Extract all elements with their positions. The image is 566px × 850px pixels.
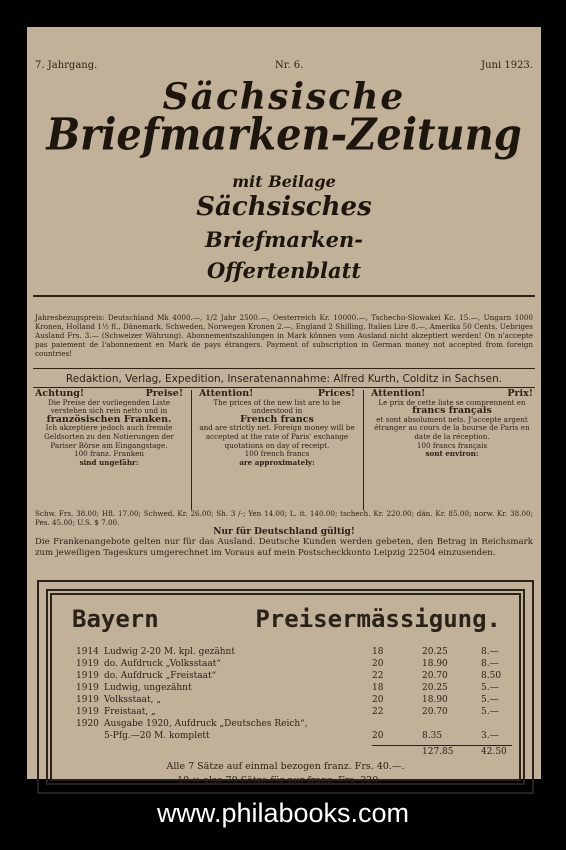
price-row-count: 22 <box>372 671 384 681</box>
price-row-price: 20.25 <box>422 683 448 693</box>
issue-number: Nr. 6. <box>275 60 304 71</box>
price-row-desc: do. Aufdruck „Volksstaat“ <box>104 659 221 669</box>
price-row-desc: 5-Pfg.—20 M. komplett <box>104 731 210 741</box>
col-currency: French francs <box>240 413 314 425</box>
ad-offer-line2: 10 × also 70 Sätze für nur franz. Frs. 320.—. <box>177 775 394 786</box>
price-row-year: 1920 <box>76 719 99 729</box>
price-row-net: 5.— <box>481 695 499 705</box>
price-row <box>76 731 501 742</box>
col-text: 100 french francs <box>244 449 310 459</box>
price-row-net: 3.— <box>481 731 499 741</box>
price-row-count: 18 <box>372 647 384 657</box>
price-row-price: 20.70 <box>422 671 448 681</box>
price-row-year: 1919 <box>76 707 99 717</box>
masthead-line1: Sächsische <box>162 76 406 118</box>
ad-title-left: Bayern <box>72 605 159 633</box>
masthead-title: Briefmarken-Zeitung <box>46 108 522 161</box>
col-heading-left: Attention! <box>371 388 426 399</box>
column-english <box>199 390 355 467</box>
totals-rule <box>372 745 512 746</box>
price-row <box>76 719 501 730</box>
price-row-desc: Ludwig 2-20 M. kpl. gezähnt <box>104 647 235 657</box>
price-row-net: 5.— <box>481 707 499 717</box>
price-row-year: 1919 <box>76 671 99 681</box>
col-text: sont environ: <box>425 449 479 459</box>
col-heading-right: Preise! <box>145 388 183 399</box>
price-row-count: 18 <box>372 683 384 693</box>
col-currency: französischen Franken. <box>46 413 172 425</box>
supplement-line3: Offertenblatt <box>206 258 362 283</box>
price-row-year: 1919 <box>76 683 99 693</box>
price-row <box>76 671 501 682</box>
price-row-net: 8.— <box>481 659 499 669</box>
price-row-count: 22 <box>372 707 384 717</box>
price-row-desc: Freistaat, „ <box>104 707 156 717</box>
total-net: 42.50 <box>481 747 507 757</box>
col-text: Die Preise der vorliegenden Liste verstehen sich rein netto und in <box>47 397 171 416</box>
ad-title-right: Preisermässigung. <box>255 605 501 633</box>
divider <box>33 368 535 369</box>
subscription-text: Jahresbezugspreis: Deutschland Mk 4000.—, 1/2 Jahr 2500.—, Oesterreich Kr. 10000.—, Tschecho-Slowakei Kc. 15.—, Ungarn 1000 Kronen, Holland 1½ fl., Dänemark, Schweden, Norwegen Kronen 2.—, England 2 Shilling, Italien Lire 8.—, Amerika 50 Cents, Uebriges Ausland Frs. 3.— (Schweizer Währung). Abonnementszahlungen in Mark können vom Ausland nicht akzeptiert werden! On n'accepte pas paiement de l'abonnement en Mark de pays étrangers. Payment of subscription in German money not accepted from foreign countries! <box>35 313 533 358</box>
franc-offer-note: Die Frankenangebote gelten nur für das Ausland. Deutsche Kunden werden gebeten, den Betrag in Reichsmark zum jeweiligen Tageskurs umgerechnet im Voraus auf mein Postscheckkonto Leipzig 22504 einzusenden. <box>35 537 533 558</box>
column-separator <box>363 390 364 510</box>
magazine-cover <box>27 27 541 786</box>
price-row-net: 8.50 <box>481 671 502 681</box>
price-row-net: 5.— <box>481 683 499 693</box>
watermark-url: www.philabooks.com <box>156 798 410 828</box>
col-text: Le prix de cette liste se comprennent en <box>378 397 526 407</box>
price-row-price: 8.35 <box>422 731 443 741</box>
issue-header <box>35 60 533 71</box>
price-row-desc: Volksstaat, „ <box>104 695 162 705</box>
col-text: and are strictly net. Foreign money will be accepted at the rate of Paris' exchange quotations on day of receipt. <box>199 423 355 450</box>
col-heading-right: Prix! <box>507 388 533 399</box>
supplement-line1: Sächsisches <box>196 192 372 222</box>
volume-label: 7. Jahrgang. <box>35 60 98 71</box>
col-text: et sont absolument nets. J'accepte argent étranger au cours de la bourse de Paris en date de la réception. <box>374 414 530 441</box>
price-row <box>76 707 501 718</box>
divider <box>33 295 535 297</box>
price-row <box>76 659 501 670</box>
price-row-price: 18.90 <box>422 659 448 669</box>
price-row-desc: do. Aufdruck „Freistaat“ <box>104 671 217 681</box>
price-row <box>76 647 501 658</box>
col-text: are approximately: <box>239 457 315 467</box>
col-text: Ich akzeptiere jedoch auch fremde Geldsorten zu den Notierungen der Pariser Börse am Eingangstage. <box>44 423 174 450</box>
price-row-count: 20 <box>372 659 384 669</box>
column-separator <box>191 390 192 510</box>
price-row-net: 8.— <box>481 647 499 657</box>
advertisement-box <box>37 580 534 794</box>
germany-only-note: Nur für Deutschland gültig! <box>213 527 355 537</box>
price-row-desc: Ludwig, ungezähnt <box>104 683 192 693</box>
column-german <box>35 390 183 467</box>
price-row-desc: Ausgabe 1920, Aufdruck „Deutsches Reich“, <box>104 719 308 729</box>
col-heading-left: Attention! <box>199 388 254 399</box>
col-text: sind ungefähr: <box>79 457 139 467</box>
col-heading-left: Achtung! <box>35 388 85 399</box>
price-row <box>76 695 501 706</box>
issue-date: Juni 1923. <box>481 60 533 71</box>
price-row-price: 20.70 <box>422 707 448 717</box>
masthead-subline: mit Beilage <box>232 172 336 191</box>
price-row-price: 18.90 <box>422 695 448 705</box>
col-heading-right: Prices! <box>317 388 355 399</box>
publisher-line: Redaktion, Verlag, Expedition, Inseratenannahme: Alfred Kurth, Colditz in Sachsen. <box>65 373 503 385</box>
col-text: The prices of the new list are to be understood in <box>213 397 341 416</box>
totals-row <box>76 747 507 758</box>
divider <box>33 387 535 388</box>
column-french <box>371 390 533 459</box>
price-row <box>76 683 501 694</box>
col-text: 100 franz. Franken <box>74 449 144 459</box>
price-row-year: 1919 <box>76 695 99 705</box>
col-currency: francs français <box>412 405 492 417</box>
supplement-line2: Briefmarken- <box>205 227 363 252</box>
ad-offer-line1: Alle 7 Sätze auf einmal bezogen franz. Frs. 40.—. <box>166 761 405 772</box>
total-price: 127.85 <box>422 747 454 757</box>
price-row-year: 1914 <box>76 647 99 657</box>
price-row-count: 20 <box>372 731 384 741</box>
col-text: 100 francs français <box>416 440 488 450</box>
price-row-count: 20 <box>372 695 384 705</box>
price-row-year: 1919 <box>76 659 99 669</box>
exchange-rates: Schw. Frs. 38.00; Hfl. 17.00; Schwed. Kr. 26.00; Sh. 3 /-; Yen 14.00; L. it. 140.00; tschech. Kr. 220.00; dän. Kr. 85.00; norw. Kr. 38.00; Pes. 45.00; U.S. $ 7.00. <box>35 509 533 527</box>
price-row-price: 20.25 <box>422 647 448 657</box>
advertisement-border <box>46 589 525 785</box>
